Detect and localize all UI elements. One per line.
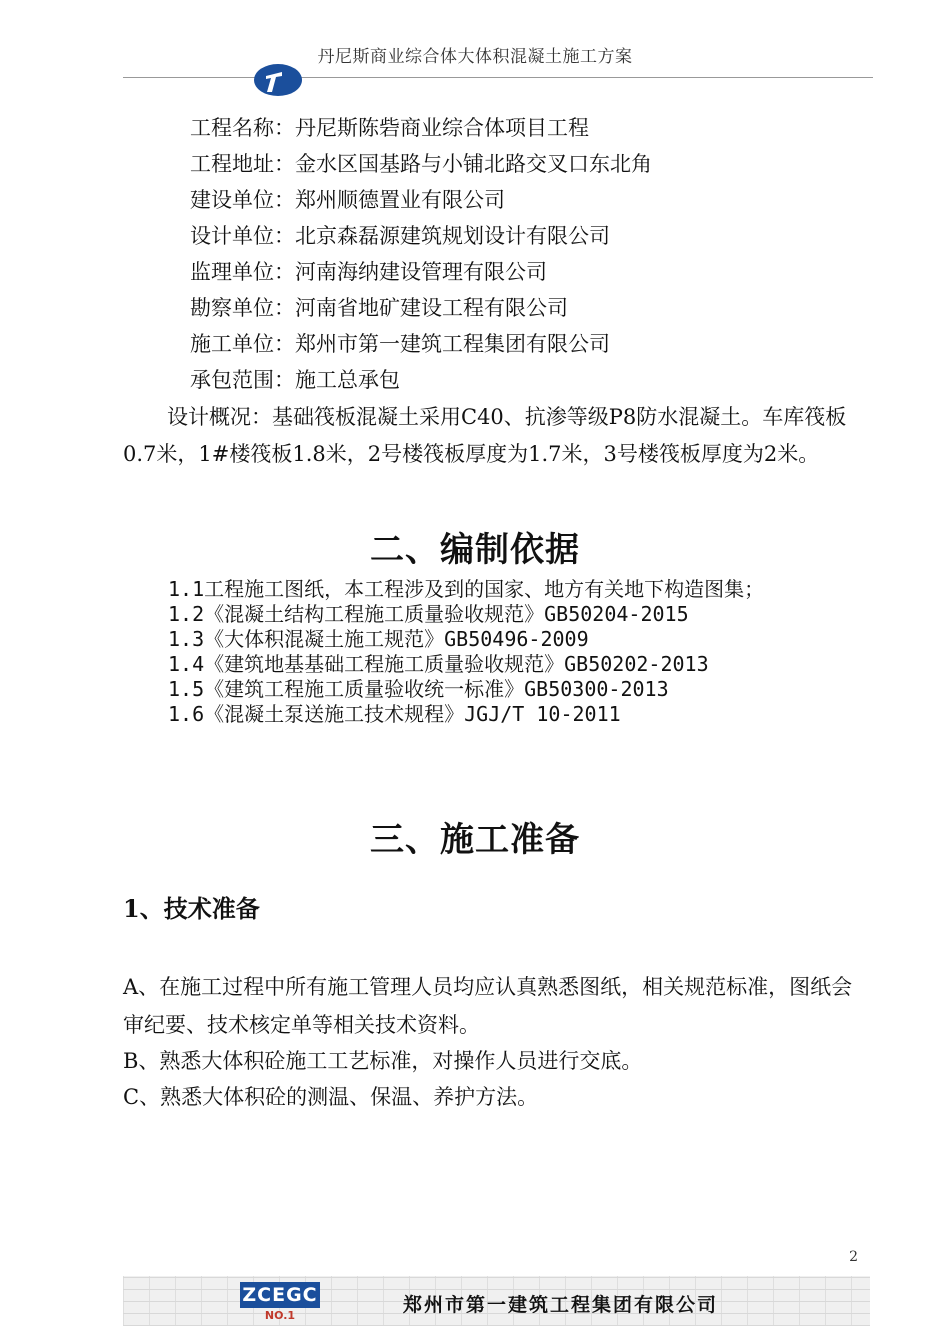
header-divider [123, 77, 873, 78]
contract-scope: 承包范围：施工总承包 [190, 368, 400, 392]
footer-logo-text: ZCEGC [240, 1282, 320, 1308]
section-title: 三、施工准备 [370, 820, 580, 860]
section-title: 二、编制依据 [370, 530, 580, 570]
sub-heading: 1、技术准备 [123, 894, 260, 923]
page-number: 2 [849, 1249, 858, 1265]
supervision-unit: 监理单位：河南海纳建设管理有限公司 [190, 260, 547, 284]
company-logo-icon [252, 62, 304, 98]
basis-item: 1.2《混凝土结构工程施工质量验收规范》GB50204-2015 [168, 602, 689, 626]
preparation-line: 审纪要、技术核定单等相关技术资料。 [123, 1013, 480, 1037]
basis-item: 1.6《混凝土泵送施工技术规程》JGJ/T 10-2011 [168, 702, 621, 726]
basis-item: 1.4《建筑地基基础工程施工质量验收规范》GB50202-2013 [168, 652, 709, 676]
preparation-line: C、熟悉大体积砼的测温、保温、养护方法。 [123, 1085, 539, 1109]
basis-item: 1.1工程施工图纸，本工程涉及到的国家、地方有关地下构造图集； [168, 577, 765, 601]
construction-unit: 建设单位：郑州顺德置业有限公司 [190, 188, 505, 212]
footer-logo [240, 1282, 320, 1322]
preparation-line: B、熟悉大体积砼施工工艺标准，对操作人员进行交底。 [123, 1049, 643, 1073]
basis-item: 1.5《建筑工程施工质量验收统一标准》GB50300-2013 [168, 677, 669, 701]
preparation-line: A、在施工过程中所有施工管理人员均应认真熟悉图纸，相关规范标准，图纸会 [123, 975, 853, 999]
footer-logo-sub: NO.1 [264, 1309, 296, 1322]
survey-unit: 勘察单位：河南省地矿建设工程有限公司 [190, 296, 568, 320]
project-name: 工程名称：丹尼斯陈砦商业综合体项目工程 [190, 116, 589, 140]
design-overview-line: 0.7米，1#楼筏板1.8米，2号楼筏板厚度为1.7米，3号楼筏板厚度为2米。 [123, 442, 820, 466]
header-title: 丹尼斯商业综合体大体积混凝土施工方案 [317, 47, 633, 67]
project-address: 工程地址：金水区国基路与小铺北路交叉口东北角 [190, 152, 652, 176]
contractor-unit: 施工单位：郑州市第一建筑工程集团有限公司 [190, 332, 610, 356]
basis-item: 1.3《大体积混凝土施工规范》GB50496-2009 [168, 627, 589, 651]
design-unit: 设计单位：北京森磊源建筑规划设计有限公司 [190, 224, 610, 248]
design-overview-line: 设计概况：基础筏板混凝土采用C40、抗渗等级P8防水混凝土。车库筏板 [167, 405, 847, 429]
footer-company-name: 郑州市第一建筑工程集团有限公司 [403, 1294, 719, 1316]
